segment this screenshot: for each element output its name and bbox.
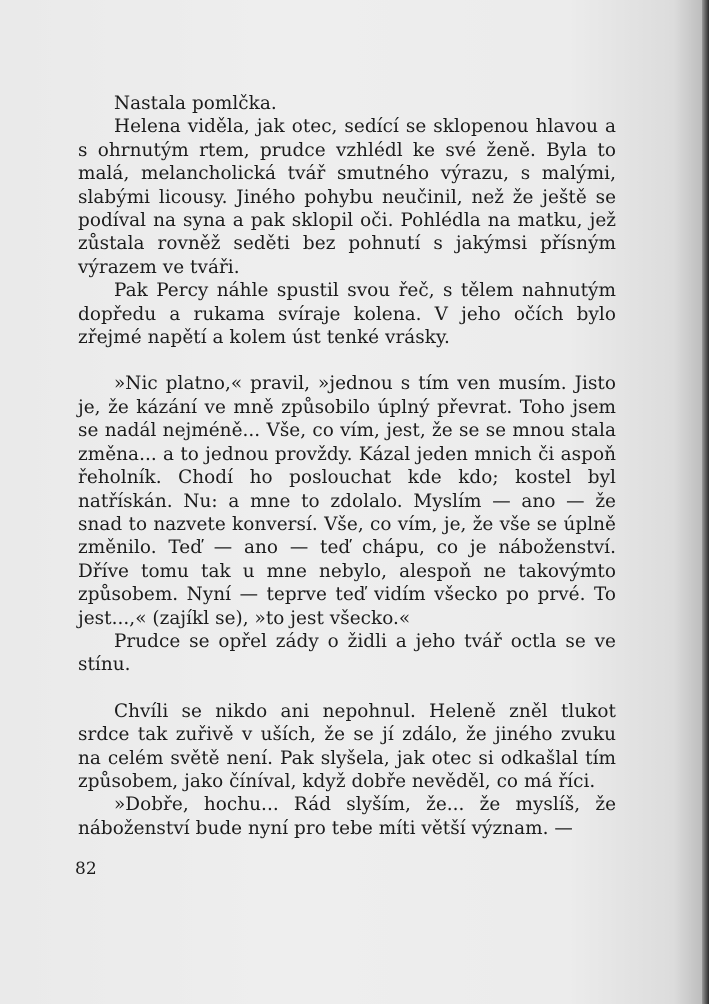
paragraph-helena-sees-father: Helena viděla, jak otec, sedící se sklopenou hlavou a s ohrnutým rtem, prudce vzhlédl ke své ženě. Byla to malá, melancholická tvář smutného výrazu, s malými, slabými licousy. Jiného pohybu neučinil, než že ještě se podíval na syna a pak sklopil oči. Pohlédla na matku, jež zůstala rovněž seděti bez pohnutí s jakýmsi přísným výrazem ve tváři. (78, 116, 616, 278)
page-number: 82 (75, 859, 97, 879)
paragraph-leans-back: Prudce se opřel zády o židli a jeho tvář octla se ve stínu. (78, 630, 616, 676)
page-text (78, 92, 616, 840)
page-edge-shadow (702, 0, 709, 1004)
paragraph-percy-speaks: Pak Percy náhle spustil svou řeč, s tělem nahnutým dopředu a rukama svíraje kolena. V jeho očích bylo zřejmé napětí a kolem úst tenké vrásky. (78, 280, 616, 349)
paragraph-father-replies: »Dobře, hochu... Rád slyším, že... že myslíš, že náboženství bude nyní pro tebe míti větší význam. — (78, 794, 616, 839)
paragraph-silence: Chvíli se nikdo ani nepohnul. Heleně zněl tlukot srdce tak zuřivě v uších, že se jí zdálo, že jiného zvuku na celém světě není. Pak slyšela, jak otec si odkašlal tím způsobem, jako číníval, když dobře nevěděl, co má říci. (78, 700, 616, 792)
paragraph-percy-speech: »Nic platno,« pravil, »jednou s tím ven musím. Jisto je, že kázání ve mně způsobilo úplný převrat. Toho jsem se nadál nejméně... Vše, co vím, jest, že se se mnou stala změna... a to jednou provždy. Kázal jeden mnich či aspoň řeholník. Chodí ho poslouchat kde kdo; kostel byl natřískán. Nu: a mne to zdolalo. Myslím — ano — že snad to nazvete konversí. Vše, co vím, je, že vše se úplně změnilo. Teď — ano — teď chápu, co je náboženství. Dříve tomu tak u mne nebylo, alespoň ne takovýmto způsobem. Nyní — teprve teď vidím všecko po prvé. To jest...,« (zajíkl se), »to jest všecko.« (78, 373, 616, 629)
paragraph-pause: Nastala pomlčka. (114, 93, 277, 114)
